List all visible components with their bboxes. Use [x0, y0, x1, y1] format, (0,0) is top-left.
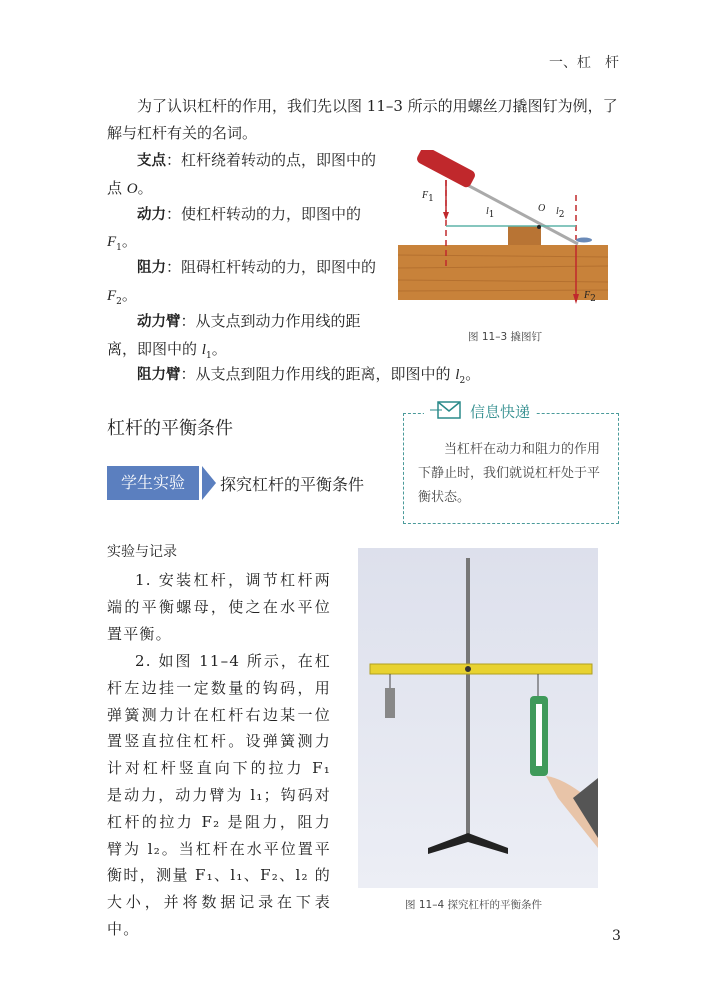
figure-11-4-lever-apparatus [358, 548, 598, 888]
term-label: 阻力 [137, 260, 166, 277]
term-subscript: 1 [205, 350, 212, 361]
info-box-header [424, 400, 536, 422]
info-box-text: 当杠杆在动力和阻力的作用下静止时，我们就说杠杆处于平衡状态。 [418, 442, 601, 505]
experiment-title: 探究杠杆的平衡条件 [220, 475, 365, 494]
page-number: 3 [612, 928, 621, 944]
label-F1: $F_1$ [422, 190, 434, 204]
term-2 [107, 254, 389, 310]
term-definition: ：阻碍杠杆转动的力，即图中的 [166, 258, 377, 277]
label-F2: $F_2$ [584, 290, 596, 304]
term-symbol: F [107, 234, 117, 251]
figure-11-3-caption: 图 11–3 撬图钉 [468, 331, 542, 343]
term-subscript: 1 [116, 243, 122, 254]
term-end: 。 [121, 232, 137, 251]
term-0 [107, 147, 389, 203]
info-box [403, 402, 619, 524]
envelope-icon [430, 400, 466, 422]
term-end: 。 [465, 365, 481, 384]
step-1: 1. 安装杠杆，调节杠杆两端的平衡螺母，使之在水平位置平衡。 [107, 571, 331, 643]
term-definition: ：从支点到阻力作用线的距离，即图中的 [180, 365, 456, 384]
label-l2: $l_2$ [556, 206, 565, 220]
term-label: 阻力臂 [137, 367, 181, 384]
lever-balance-photo [358, 548, 598, 888]
student-experiment-badge: 学生实验 [107, 466, 199, 500]
term-definition: ：使杠杆转动的力，即图中的 [166, 204, 362, 223]
running-header: 一、杠 杆 [549, 55, 619, 71]
label-l1: $l_1$ [486, 206, 495, 220]
term-subscript: 2 [116, 296, 122, 307]
term-end: 。 [137, 178, 153, 197]
term-symbol: F [107, 287, 117, 304]
term-definition: ：杠杆绕着转动的点，即图中的点 [107, 151, 377, 197]
term-symbol: O [126, 180, 138, 197]
section-title: 杠杆的平衡条件 [107, 418, 233, 439]
term-symbol: l [455, 367, 460, 384]
term-3 [107, 308, 389, 364]
term-definitions [107, 147, 481, 397]
intro-paragraph: 为了认识杠杆的作用，我们先以图 11–3 所示的用螺丝刀撬图钉为例，了解与杠杆有关的名词。 [107, 97, 618, 142]
term-definition: ：从支点到动力作用线的距离，即图中的 [107, 311, 361, 358]
screwdriver-lever-illustration [398, 150, 608, 325]
term-4 [107, 361, 622, 389]
figure-11-3-prying-pin [398, 150, 608, 325]
term-label: 支点 [137, 153, 166, 169]
term-label: 动力臂 [137, 313, 181, 330]
term-end: 。 [211, 339, 227, 358]
badge-arrow [202, 466, 216, 500]
step-2: 2. 如图 11–4 所示，在杠杆左边挂一定数量的钩码，用弹簧测力计在杠杆右边某一位置竖直拉住杠杆。设弹簧测力计对杠杆竖直向下的拉力 F₁ 是动力，动力臂为 l₁；钩码对杠杆的拉力 F₂ 是阻力，阻力臂为 l₂。当杠杆在水平位置平衡时，测量 F₁、l₁、F₂、l₂ 的大小，并将数据记录在下表中。 [107, 652, 331, 938]
record-heading: 实验与记录 [107, 544, 177, 560]
term-symbol: l [201, 341, 206, 358]
term-label: 动力 [137, 206, 166, 223]
term-subscript: 2 [459, 376, 466, 387]
label-O: O [538, 203, 546, 214]
figure-11-4-caption: 图 11–4 探究杠杆的平衡条件 [405, 899, 542, 911]
term-1 [107, 201, 389, 257]
term-end: 。 [121, 285, 137, 304]
info-box-title: 信息快递 [470, 402, 531, 421]
